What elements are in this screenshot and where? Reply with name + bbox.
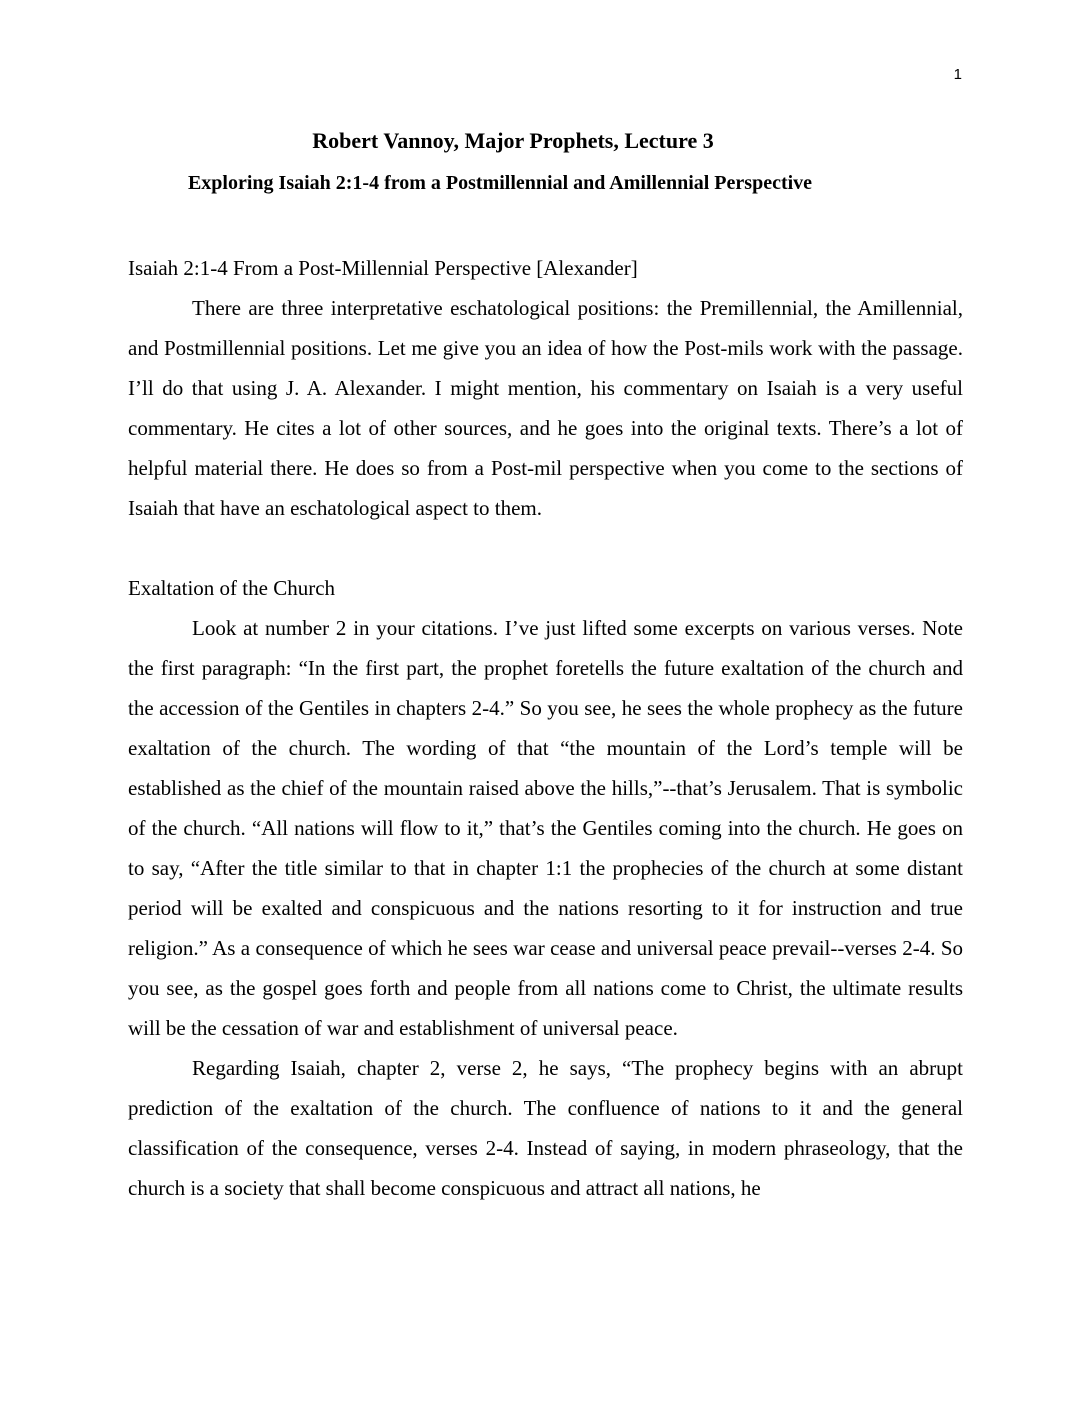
paragraph: Look at number 2 in your citations. I’ve just lifted some excerpts on various verses. Note the first paragraph: “In the first part, the prophet foretells the future exaltation of the church and the accession of the Gentiles in chapters 2-4.” So you see, he sees the whole prophecy as the future exaltation of the church. The wording of that “the mountain of the Lord’s temple will be established as the chief of the mountain raised above the hills,”--that’s Jerusalem. That is symbolic of the church. “All nations will flow to it,” that’s the Gentiles coming into the church. He goes on to say, “After the title similar to that in chapter 1:1 the prophecies of the church at some distant period will be exalted and conspicuous and the nations resorting to it for instruction and true religion.” As a consequence of which he sees war cease and universal peace prevail--verses 2-4. So you see, as the gospel goes forth and people from all nations come to Christ, the ultimate results will be the cessation of war and establishment of universal peace.: [128, 616, 963, 1040]
section-heading: Isaiah 2:1-4 From a Post-Millennial Perspective [Alexander]: [128, 256, 638, 280]
paragraph: Regarding Isaiah, chapter 2, verse 2, he says, “The prophecy begins with an abrupt prediction of the exaltation of the church. The confluence of nations to it and the general classification of the consequence, verses 2-4. Instead of saying, in modern phraseology, that the church is a society that shall become conspicuous and attract all nations, he: [128, 1056, 963, 1200]
page-subtitle: Exploring Isaiah 2:1-4 from a Postmillennial and Amillennial Perspective: [187, 172, 813, 194]
document-body: [128, 248, 963, 1208]
page-title: Robert Vannoy, Major Prophets, Lecture 3: [312, 128, 714, 153]
page-number: 1: [953, 66, 962, 83]
section-spacer: [128, 528, 963, 568]
paragraph: There are three interpretative eschatological positions: the Premillennial, the Amillennial, and Postmillennial positions. Let me give you an idea of how the Post-mils work with the passage. I’ll do that using J. A. Alexander. I might mention, his commentary on Isaiah is a very useful commentary. He cites a lot of other sources, and he goes into the original texts. There’s a lot of helpful material there. He does so from a Post-mil perspective when you come to the sections of Isaiah that have an eschatological aspect to them.: [128, 296, 963, 520]
section-heading: Exaltation of the Church: [128, 576, 336, 600]
